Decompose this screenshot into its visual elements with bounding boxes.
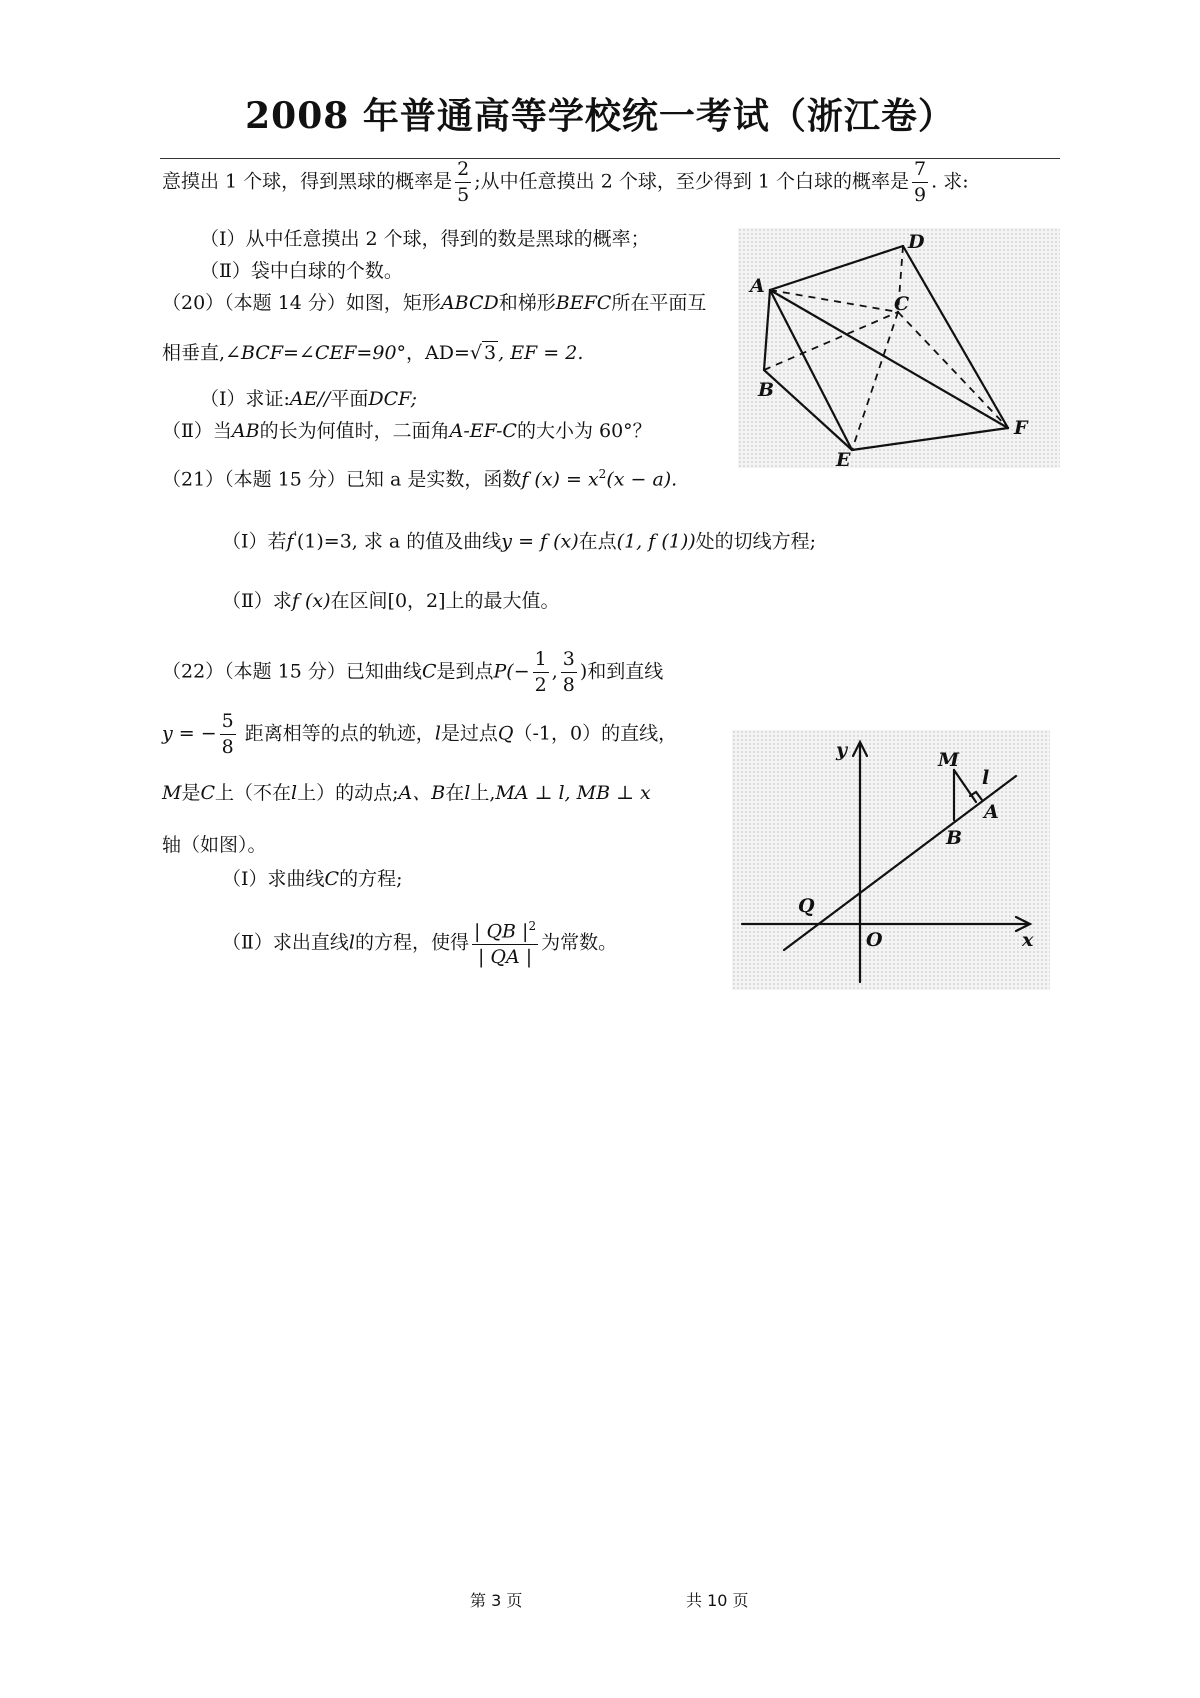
q22-part1: （Ⅰ）求曲线C的方程; — [222, 868, 403, 890]
q22-line3: M是C上（不在l上）的动点;A、B在l上,MA ⊥ l, MB ⊥ x — [162, 782, 651, 804]
q22-line2: y = − $\frac{5}{8}$ 距离相等的点的轨迹，l是过点Q（-1，0）的直线， — [162, 710, 678, 758]
label-B: B — [758, 379, 775, 401]
q21-head: （21）（本题 15 分）已知 a 是实数，函数f $(x) = x^2(x - a)$. — [162, 467, 678, 491]
footer-total-pages: 共 10 页 — [686, 1591, 749, 1610]
coordinate-figure — [732, 730, 1050, 990]
label-B: B — [946, 827, 963, 849]
label-y: y — [836, 739, 848, 761]
q21-part2: （Ⅱ）求f (x)在区间[0，2]上的最大值。 — [222, 590, 560, 612]
q19-part1: （Ⅰ）从中任意摸出 2 个球，得到的数是黑球的概率； — [200, 228, 650, 250]
q22-part2: （Ⅱ）求出直线l的方程，使得 $\frac{| QB |^2}{| QA |}$ 为常数。 — [222, 919, 618, 969]
label-O: O — [866, 929, 883, 951]
label-M: M — [938, 749, 960, 771]
prism-figure — [738, 228, 1060, 468]
label-C: C — [894, 293, 910, 315]
label-D: D — [908, 231, 925, 253]
q19-part2: （Ⅱ）袋中白球的个数。 — [200, 260, 403, 282]
label-x: x — [1022, 929, 1034, 951]
fraction-2-5: $\frac{2}{5}$ — [457, 158, 470, 206]
fraction-5-8: $\frac{5}{8}$ — [221, 710, 234, 758]
q22-line4: 轴（如图）。 — [162, 834, 267, 856]
label-Q: Q — [798, 895, 815, 917]
label-A: A — [750, 275, 765, 297]
fraction-qb-qa: $\frac{| QB |^2}{| QA |}$ — [474, 919, 537, 969]
footer-page-number: 第 3 页 — [470, 1591, 523, 1610]
q21-part1: （Ⅰ）若f'(1)=3, 求 a 的值及曲线y = f (x)在点(1, f (1))处的切线方程; — [222, 529, 817, 553]
fraction-7-9: $\frac{7}{9}$ — [914, 158, 927, 206]
fraction-3-8: $\frac{3}{8}$ — [562, 648, 575, 696]
q20-head: （20）（本题 14 分）如图，矩形ABCD和梯形BEFC所在平面互 — [162, 292, 707, 314]
label-F: F — [1014, 417, 1028, 439]
q22-head: （22）（本题 15 分）已知曲线C是到点P(− $\frac{1}{2}$ , $\frac{3}{8}$ )和到直线 — [162, 648, 664, 696]
q19-intro: 意摸出 1 个球，得到黑球的概率是 $\frac{2}{5}$ ;从中任意摸出 2 个球，至少得到 1 个白球的概率是 $\frac{7}{9}$ . 求: — [162, 158, 969, 206]
q20-part1: （Ⅰ）求证:AE//平面DCF; — [200, 388, 418, 410]
fraction-1-2: $\frac{1}{2}$ — [534, 648, 547, 696]
q20-part2: （Ⅱ）当AB的长为何值时，二面角A-EF-C的大小为 60°？ — [162, 420, 652, 442]
page-title: 2008 年普通高等学校统一考试（浙江卷） — [245, 95, 955, 137]
q20-condition: 相垂直,∠BCF=∠CEF=90°，AD=√ 3 , EF = 2. — [162, 342, 584, 364]
label-E: E — [836, 449, 851, 468]
label-A: A — [984, 801, 999, 823]
label-l: l — [982, 767, 990, 789]
